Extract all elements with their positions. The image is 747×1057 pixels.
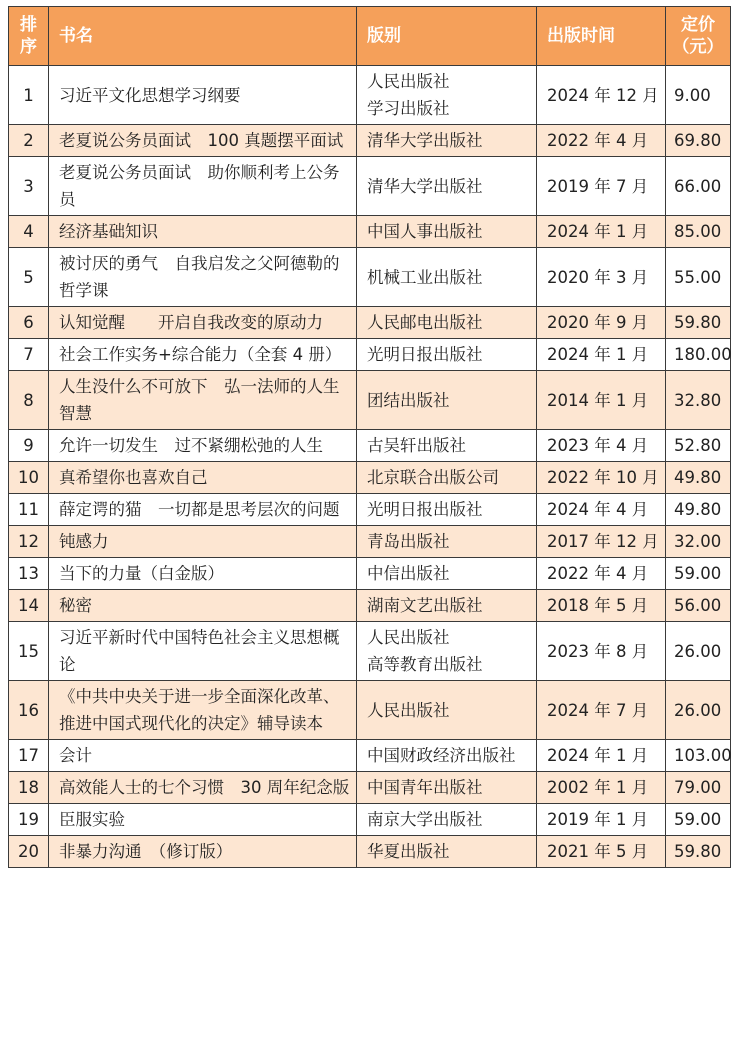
publish-date-cell: 2017 年 12 月 (537, 526, 666, 558)
price-cell: 59.00 (666, 804, 731, 836)
publisher-cell (357, 371, 537, 430)
rank-cell: 20 (9, 836, 49, 868)
book-title-cell: 习近平新时代中国特色社会主义思想概论 (49, 622, 357, 681)
book-title-cell: 老夏说公务员面试 助你顺利考上公务员 (49, 157, 357, 216)
price-cell: 26.00 (666, 622, 731, 681)
publisher-name: 古吴轩出版社 (367, 436, 466, 455)
price-cell: 55.00 (666, 248, 731, 307)
rank-cell: 5 (9, 248, 49, 307)
book-title-cell: 当下的力量（白金版） (49, 558, 357, 590)
price-cell: 9.00 (666, 66, 731, 125)
table-row (9, 804, 731, 836)
book-title-cell: 认知觉醒 开启自我改变的原动力 (49, 307, 357, 339)
table-row (9, 430, 731, 462)
table-row (9, 307, 731, 339)
publisher-cell (357, 307, 537, 339)
price-cell: 52.80 (666, 430, 731, 462)
table-header-row (9, 7, 731, 66)
table-row (9, 216, 731, 248)
table-row (9, 371, 731, 430)
price-cell: 56.00 (666, 590, 731, 622)
header-title: 书名 (49, 7, 357, 66)
publish-date-cell: 2024 年 4 月 (537, 494, 666, 526)
publisher-name: 中信出版社 (367, 564, 450, 583)
publisher-cell (357, 772, 537, 804)
header-rank: 排序 (9, 7, 49, 66)
table-row (9, 836, 731, 868)
book-title-cell: 会计 (49, 740, 357, 772)
rank-cell: 6 (9, 307, 49, 339)
book-title-cell: 臣服实验 (49, 804, 357, 836)
bestseller-table (8, 6, 731, 868)
publisher-name: 人民邮电出版社 (367, 313, 483, 332)
book-title-cell: 人生没什么不可放下 弘一法师的人生智慧 (49, 371, 357, 430)
price-cell: 79.00 (666, 772, 731, 804)
publisher-name: 清华大学出版社 (367, 176, 483, 196)
table-row (9, 772, 731, 804)
book-title-cell: 钝感力 (49, 526, 357, 558)
table-row (9, 558, 731, 590)
table-row (9, 339, 731, 371)
publish-date-cell: 2021 年 5 月 (537, 836, 666, 868)
publisher-name: 湖南文艺出版社 (367, 596, 483, 615)
book-title-cell: 秘密 (49, 590, 357, 622)
header-date: 出版时间 (537, 7, 666, 66)
publish-date-cell: 2023 年 8 月 (537, 622, 666, 681)
publisher-name: 学习出版社 (367, 99, 450, 118)
rank-cell: 2 (9, 125, 49, 157)
rank-cell: 16 (9, 681, 49, 740)
price-cell: 85.00 (666, 216, 731, 248)
publisher-cell (357, 430, 537, 462)
rank-cell: 3 (9, 157, 49, 216)
rank-cell: 1 (9, 66, 49, 125)
publish-date-cell: 2024 年 7 月 (537, 681, 666, 740)
publisher-cell (357, 125, 537, 157)
price-cell: 66.00 (666, 157, 731, 216)
rank-cell: 14 (9, 590, 49, 622)
publish-date-cell: 2024 年 1 月 (537, 740, 666, 772)
publisher-name: 高等教育出版社 (367, 655, 483, 674)
publish-date-cell: 2018 年 5 月 (537, 590, 666, 622)
table-row (9, 248, 731, 307)
publisher-name: 光明日报出版社 (367, 500, 483, 519)
publisher-name: 中国青年出版社 (367, 778, 483, 797)
publisher-cell (357, 804, 537, 836)
table-row (9, 494, 731, 526)
publisher-cell (357, 681, 537, 740)
publish-date-cell: 2024 年 12 月 (537, 66, 666, 125)
price-cell: 59.80 (666, 307, 731, 339)
publisher-name: 人民出版社 (367, 700, 450, 720)
rank-cell: 18 (9, 772, 49, 804)
rank-cell: 8 (9, 371, 49, 430)
publisher-name: 中国人事出版社 (367, 222, 483, 241)
publish-date-cell: 2002 年 1 月 (537, 772, 666, 804)
publisher-cell (357, 558, 537, 590)
rank-cell: 4 (9, 216, 49, 248)
book-title-cell: 老夏说公务员面试 100 真题摆平面试 (49, 125, 357, 157)
publisher-name: 光明日报出版社 (367, 345, 483, 364)
publisher-cell (357, 216, 537, 248)
table-row (9, 681, 731, 740)
publisher-cell (357, 494, 537, 526)
publisher-name: 中国财政经济出版社 (367, 746, 516, 765)
publisher-cell (357, 622, 537, 681)
book-title-cell: 社会工作实务+综合能力（全套 4 册） (49, 339, 357, 371)
table-row (9, 740, 731, 772)
price-cell: 32.80 (666, 371, 731, 430)
publisher-name: 南京大学出版社 (367, 810, 483, 829)
table-row (9, 622, 731, 681)
bestseller-table-container (8, 6, 730, 868)
price-cell: 49.80 (666, 494, 731, 526)
rank-cell: 10 (9, 462, 49, 494)
publisher-name: 机械工业出版社 (367, 267, 483, 287)
table-row (9, 157, 731, 216)
book-title-cell: 非暴力沟通 （修订版） (49, 836, 357, 868)
table-row (9, 526, 731, 558)
price-cell: 49.80 (666, 462, 731, 494)
book-title-cell: 《中共中央关于进一步全面深化改革、推进中国式现代化的决定》辅导读本 (49, 681, 357, 740)
publisher-cell (357, 836, 537, 868)
price-cell: 59.80 (666, 836, 731, 868)
publish-date-cell: 2022 年 4 月 (537, 125, 666, 157)
publisher-name: 人民出版社 (367, 72, 450, 91)
rank-cell: 12 (9, 526, 49, 558)
table-row (9, 66, 731, 125)
price-cell: 26.00 (666, 681, 731, 740)
table-row (9, 590, 731, 622)
publish-date-cell: 2024 年 1 月 (537, 216, 666, 248)
book-title-cell: 被讨厌的勇气 自我启发之父阿德勒的哲学课 (49, 248, 357, 307)
header-publisher: 版别 (357, 7, 537, 66)
rank-cell: 17 (9, 740, 49, 772)
publisher-cell (357, 339, 537, 371)
price-cell: 103.00 (666, 740, 731, 772)
publish-date-cell: 2020 年 9 月 (537, 307, 666, 339)
book-title-cell: 允许一切发生 过不紧绷松弛的人生 (49, 430, 357, 462)
rank-cell: 13 (9, 558, 49, 590)
publisher-name: 北京联合出版公司 (367, 468, 499, 487)
publish-date-cell: 2023 年 4 月 (537, 430, 666, 462)
publisher-cell (357, 740, 537, 772)
publisher-name: 团结出版社 (367, 390, 450, 410)
publisher-cell (357, 66, 537, 125)
price-cell: 59.00 (666, 558, 731, 590)
price-cell: 69.80 (666, 125, 731, 157)
rank-cell: 9 (9, 430, 49, 462)
publisher-name: 人民出版社 (367, 628, 450, 647)
publisher-name: 清华大学出版社 (367, 131, 483, 150)
table-row (9, 462, 731, 494)
header-price: 定价（元） (666, 7, 731, 66)
publisher-cell (357, 157, 537, 216)
publisher-cell (357, 462, 537, 494)
publisher-cell (357, 526, 537, 558)
publisher-cell (357, 590, 537, 622)
table-body (9, 66, 731, 868)
table-row (9, 125, 731, 157)
rank-cell: 19 (9, 804, 49, 836)
price-cell: 180.00 (666, 339, 731, 371)
rank-cell: 15 (9, 622, 49, 681)
book-title-cell: 薛定谔的猫 一切都是思考层次的问题 (49, 494, 357, 526)
book-title-cell: 高效能人士的七个习惯 30 周年纪念版 (49, 772, 357, 804)
book-title-cell: 经济基础知识 (49, 216, 357, 248)
publish-date-cell: 2022 年 4 月 (537, 558, 666, 590)
publisher-name: 青岛出版社 (367, 532, 450, 551)
publish-date-cell: 2022 年 10 月 (537, 462, 666, 494)
price-cell: 32.00 (666, 526, 731, 558)
book-title-cell: 真希望你也喜欢自己 (49, 462, 357, 494)
publish-date-cell: 2014 年 1 月 (537, 371, 666, 430)
publisher-name: 华夏出版社 (367, 842, 450, 861)
publish-date-cell: 2019 年 7 月 (537, 157, 666, 216)
publish-date-cell: 2019 年 1 月 (537, 804, 666, 836)
book-title-cell: 习近平文化思想学习纲要 (49, 66, 357, 125)
rank-cell: 11 (9, 494, 49, 526)
publish-date-cell: 2024 年 1 月 (537, 339, 666, 371)
publish-date-cell: 2020 年 3 月 (537, 248, 666, 307)
publisher-cell (357, 248, 537, 307)
rank-cell: 7 (9, 339, 49, 371)
